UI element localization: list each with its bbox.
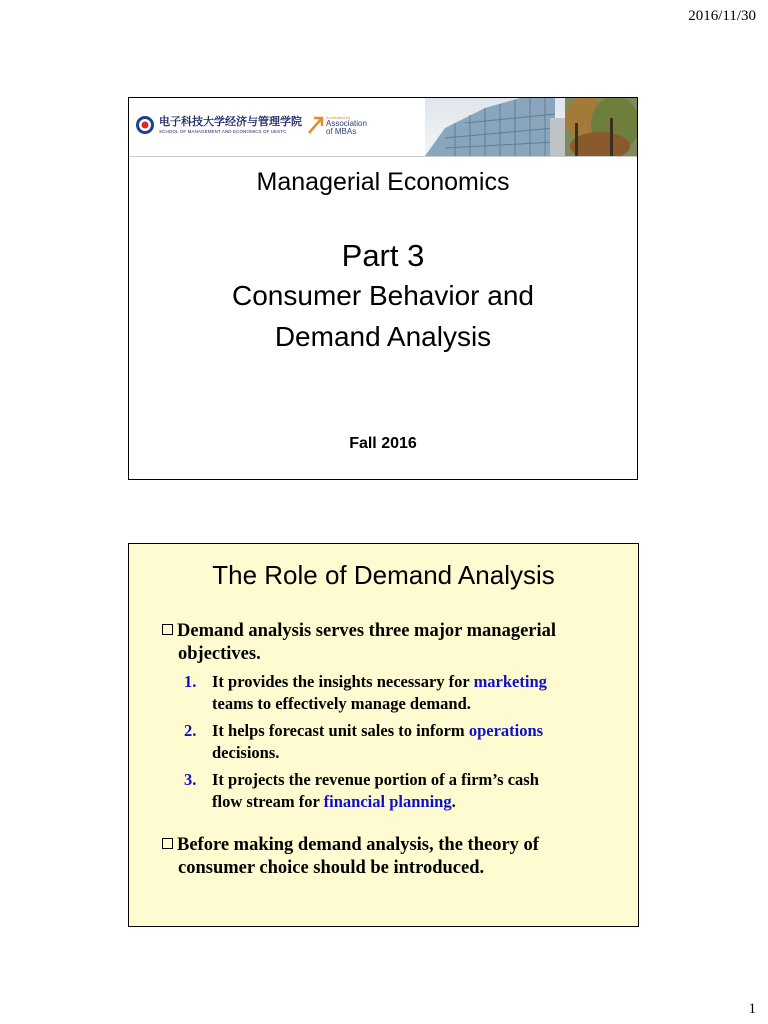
amba-accredited: Accredited by xyxy=(326,114,351,120)
item-text-cont xyxy=(184,791,604,813)
bullet-consumer-choice xyxy=(162,834,602,880)
list-item xyxy=(184,720,604,763)
page-date: 2016/11/30 xyxy=(688,8,756,24)
bullet2-line2: consumer choice should be introduced. xyxy=(178,858,485,878)
item-text-cont: decisions. xyxy=(212,742,280,762)
term-label: Fall 2016 xyxy=(349,435,417,452)
amba-arrow-icon xyxy=(308,116,324,134)
item-text: It projects the revenue portion of a firm’s cash xyxy=(212,770,539,789)
subtitle-line1: Consumer Behavior and xyxy=(232,280,534,311)
bullet-objectives xyxy=(162,620,602,666)
slide-title: The Role of Demand Analysis xyxy=(212,560,555,590)
bullet1-line2: objectives. xyxy=(178,644,261,664)
highlight-marketing: marketing xyxy=(473,672,547,691)
item-number: 1. xyxy=(184,672,197,691)
item-text: It provides the insights necessary for xyxy=(212,672,474,691)
university-seal-icon xyxy=(135,115,155,135)
school-name-cn: 电子科技大学经济与管理学院 xyxy=(159,115,302,128)
amba-logo xyxy=(308,115,367,136)
list-item xyxy=(184,769,604,812)
highlight-financial-planning: financial planning xyxy=(323,791,452,811)
item-text-cont-post: . xyxy=(451,791,456,811)
bullet1-line1: Demand analysis serves three major managerial xyxy=(177,621,557,641)
campus-building-image xyxy=(425,98,637,156)
item-text-cont-pre: flow stream for xyxy=(212,791,324,811)
square-bullet-icon xyxy=(162,624,173,635)
page-number: 1 xyxy=(748,1001,756,1017)
subtitle-line2: Demand Analysis xyxy=(274,321,492,352)
bullet2-line1: Before making demand analysis, the theory of xyxy=(177,835,539,855)
title-slide xyxy=(128,97,638,480)
list-item xyxy=(184,671,604,714)
item-number: 3. xyxy=(184,770,197,789)
highlight-operations: operations xyxy=(468,721,544,740)
part-number: Part 3 xyxy=(341,238,425,273)
item-text-cont: teams to effectively manage demand. xyxy=(212,693,471,713)
item-number: 2. xyxy=(184,721,197,740)
content-slide xyxy=(128,543,639,927)
school-name-en: SCHOOL OF MANAGEMENT AND ECONOMICS OF UESTC xyxy=(159,128,287,134)
amba-line1: Association xyxy=(326,118,367,128)
school-logo xyxy=(135,110,367,140)
item-text: It helps forecast unit sales to inform xyxy=(212,721,469,740)
course-title: Managerial Economics xyxy=(256,168,510,196)
amba-line2: of MBAs xyxy=(326,126,357,136)
slide-header xyxy=(129,98,637,157)
square-bullet-icon xyxy=(162,838,173,849)
